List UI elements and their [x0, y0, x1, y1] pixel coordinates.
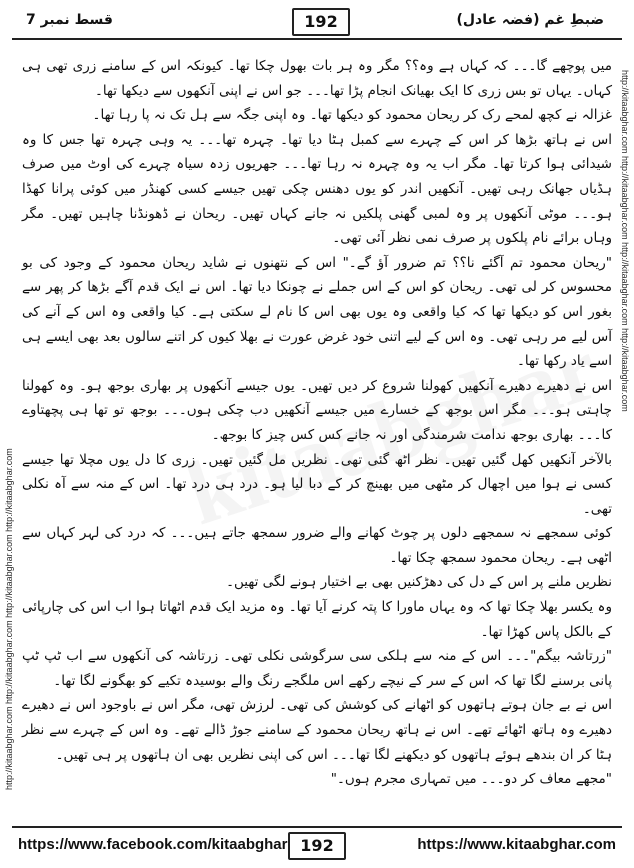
header-divider: [12, 38, 622, 40]
page-number-bottom: 192: [288, 832, 346, 860]
paragraph: "مجھے معاف کر دو۔۔۔ میں تمہاری مجرم ہوں۔": [330, 771, 612, 788]
left-margin-url: http://kitaabghar.com http://kitaabghar.com http://kitaabghar.com http://kitaabghar.com: [4, 448, 14, 790]
left-margin-watermark: [2, 70, 16, 790]
paragraph: "ریحان محمود تم آگئے نا؟؟ تم ضرور آؤ گے۔" اس کے نتھنوں نے شاید ریحان محمود کے وجود کی بو محسوس کر لی تھی۔ ریحان کو اس کے اس جملے نے چونکا دیا تھا۔ اس نے ایک قدم آگے بڑھا کر پھر سے بغور اس کو دیکھا تھا کہ کیا واقعی وہ یوں بھی اس کا نام لے سکتی ہے۔ کیا واقعی وہ اس کے آنے کی آس لیے مر رہی تھی۔ وہ اس کے لیے اتنی خود غرض عورت نے بھلا کیوں کر اتنے سالوں بعد بھی ایسے ہی اسے یاد رکھا تھا۔: [22, 254, 612, 370]
paragraph: نظریں ملنے پر اس کے دل کی دھڑکنیں بھی بے اختیار ہونے لگی تھیں۔: [226, 574, 612, 591]
paragraph: اس نے دھیرے دھیرے آنکھیں کھولنا شروع کر دیں تھیں۔ یوں جیسے آنکھوں پر بھاری بوجھ ہو۔ وہ کھولنا چاہتی ہو۔۔۔ مگر اس بوجھ کے خسارے میں جیسے آنکھیں دب چکی ہوں۔۔۔ بوجھ تو تھا ہی پچھتاوے کا۔۔۔ بھاری بوجھ ندامت شرمندگی اور نہ جانے کس کس چیز کا بوجھ۔: [22, 377, 612, 443]
right-margin-watermark: [618, 70, 632, 790]
paragraph: میں پوچھے گا۔۔۔ کہ کہاں ہے وہ؟؟ مگر وہ ہر بات بھول چکا تھا۔ کیونکہ اس کے سامنے زری تھی ہی کہاں۔ یہاں تو بس زری کا ایک بھیانک انجام پڑا تھا۔۔۔ جو اس نے اپنی آنکھوں سے دیکھا تھا۔: [22, 58, 612, 99]
paragraph: اس نے بے جان ہوتے ہاتھوں کو اٹھانے کی کوشش کی تھی۔ لرزش تھی، مگر اس نے باوجود اس نے دھیرے دھیرے وہ ہاتھ اٹھائے تھے۔ اس نے ہاتھ ریحان محمود کے سامنے جوڑ ڈالے تھے۔ وہ اس کے چہرے سے نظر ہٹا کر ان بندھے ہوئے ہاتھوں کو دیکھنے لگا تھا۔۔۔ اس کی اپنی نظریں بھی ان ہاتھوں پر ہی تھیں۔: [22, 697, 612, 763]
story-title: ضبطِ غم (فضہ عادل): [456, 12, 604, 28]
episode-label: قسط نمبر 7: [26, 12, 113, 28]
paragraph: وہ یکسر بھلا چکا تھا کہ وہ یہاں ماورا کا پتہ کرنے آیا تھا۔ وہ مزید ایک قدم اٹھاتا ہوا اب اس کی چارپائی کے بالکل پاس کھڑا تھا۔: [22, 599, 612, 640]
right-margin-url: http://kitaabghar.com http://kitaabghar.com http://kitaabghar.com http://kitaabghar.com: [620, 70, 630, 412]
page-header: [12, 8, 622, 36]
footer-divider: [12, 826, 622, 828]
paragraph: کوئی سمجھے نہ سمجھے دلوں پر چوٹ کھانے والے ضرور سمجھ جاتے ہیں۔۔۔ کہ درد کی لہر کہاں سے اٹھی ہے۔ ریحان محمود سمجھ چکا تھا۔: [22, 525, 612, 566]
paragraph: "زرتاشہ بیگم"۔۔۔ اس کے منہ سے ہلکی سی سرگوشی نکلی تھی۔ زرتاشہ کی آنکھوں سے اب ٹپ ٹپ پانی برسنے لگا تھا کہ اس کے سر کے نیچے رکھے اس ملگجے رنگ والے بوسیدہ تکیے کو بھگونے لگا تھا۔: [22, 648, 612, 689]
page-footer: [12, 832, 622, 860]
page-number-top: 192: [292, 8, 350, 36]
paragraph: غزالہ نے کچھ لمحے رک کر ریحان محمود کو دیکھا تھا۔ وہ اپنی جگہ سے ہل تک نہ پا رہا تھا۔: [92, 107, 612, 124]
story-body: [22, 54, 612, 792]
paragraph: بالآخر آنکھیں کھل گئیں تھیں۔ نظر اٹھ گئی تھی۔ نظریں مل گئیں تھیں۔ زری کا دل یوں مچلا تھا جیسے کسی نے ہوا میں اچھال کر مٹھی میں بھینچ کر کے دبا لیا ہو۔ درد ہی درد تھا۔ اس کے منہ سے آہ نکلی تھی۔: [22, 451, 612, 517]
website-link[interactable]: https://www.kitaabghar.com: [417, 836, 616, 853]
paragraph: اس نے ہاتھ بڑھا کر اس کے چہرے سے کمبل ہٹا دیا تھا۔ چہرہ تھا۔۔۔ یہ وہی چہرہ تھا جس کا وہ شیدائی ہوا کرتا تھا۔ مگر اب یہ وہ چہرہ نہ رہا تھا۔۔۔ جھریوں زدہ سیاہ چہرے کی اوٹ میں صرف ہڈیاں جھانک رہی تھیں۔ آنکھیں اندر کو یوں دھنس چکی تھیں جیسے کسی کھنڈر میں کوئی پرانا کھڈا ہو۔۔۔ موٹی آنکھوں پر وہ لمبی گھنی پلکیں نہ جانے کہاں تھیں۔ ریحان نے ڈھونڈنا چاہیں تھیں۔ مگر وہاں برائے نام پلکوں پر صرف نمی نظر آئی تھی۔: [22, 131, 612, 247]
facebook-link[interactable]: https://www.facebook.com/kitaabghar: [18, 836, 288, 853]
